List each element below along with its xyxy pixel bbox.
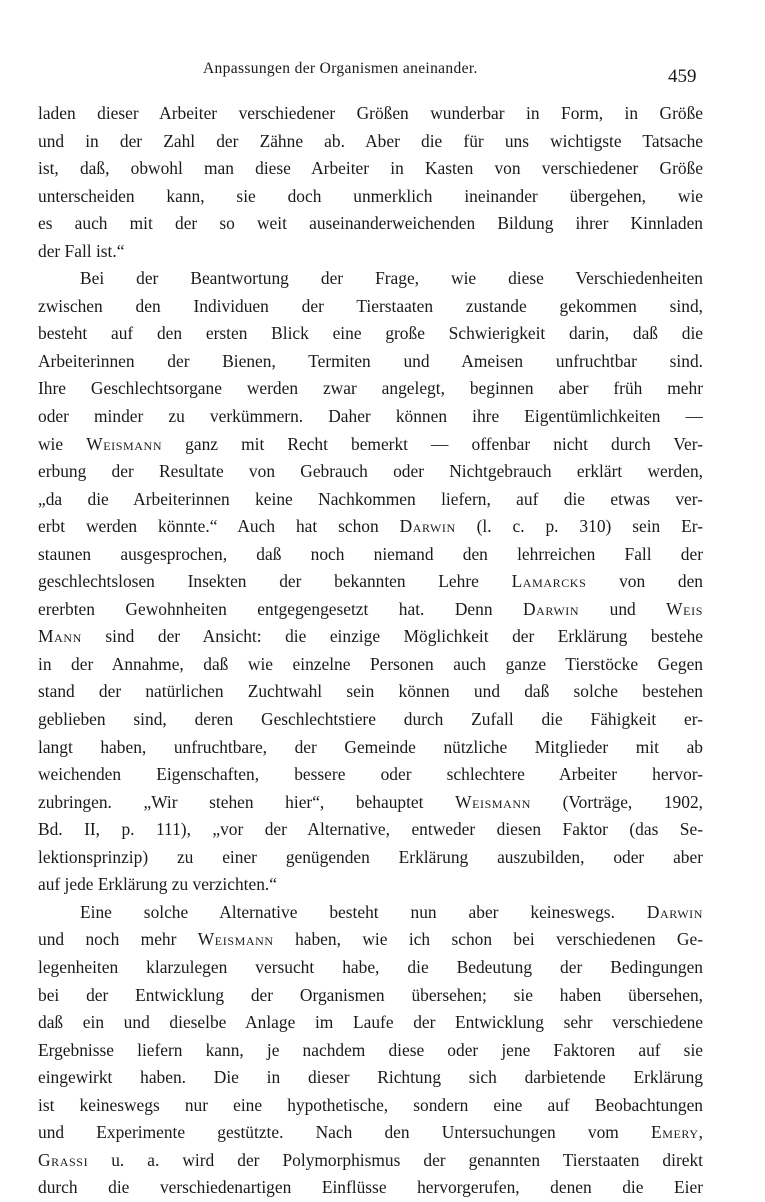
text-line: lektionsprinzip) zu einer genügenden Erklärung auszubilden, oder aber — [38, 846, 703, 867]
text-line: zubringen. „Wir stehen hier“, behauptet Weismann (Vorträge, 1902, — [38, 791, 703, 812]
text-line: Ihre Geschlechtsorgane werden zwar angelegt, beginnen aber früh mehr — [38, 378, 703, 399]
text-line: langt haben, unfruchtbare, der Gemeinde nützliche Mitglieder mit ab — [38, 736, 703, 757]
text-line: und in der Zahl der Zähne ab. Aber die für uns wichtigste Tatsache — [38, 130, 703, 151]
running-header — [0, 60, 765, 90]
text-line: oder minder zu verkümmern. Daher können ihre Eigentümlichkeiten — — [38, 406, 703, 427]
text-line: Eine solche Alternative besteht nun aber keineswegs. Darwin — [80, 901, 703, 922]
text-line: der Fall ist.“ — [38, 240, 125, 261]
text-line: Ergebnisse liefern kann, je nachdem diese oder jene Faktoren auf sie — [38, 1039, 703, 1060]
text-line: ist keineswegs nur eine hypothetische, sondern eine auf Beobachtungen — [38, 1094, 703, 1115]
text-line: ist, daß, obwohl man diese Arbeiter in Kasten von verschiedener Größe — [38, 158, 703, 179]
text-line: daß ein und dieselbe Anlage im Laufe der Entwicklung sehr verschiedene — [38, 1012, 703, 1033]
text-line: staunen ausgesprochen, daß noch niemand den lehrreichen Fall der — [38, 543, 703, 564]
text-line: und noch mehr Weismann haben, wie ich schon bei verschiedenen Ge- — [38, 929, 703, 950]
text-line: weichenden Eigenschaften, bessere oder schlechtere Arbeiter hervor- — [38, 764, 703, 785]
text-line: eingewirkt haben. Die in dieser Richtung sich darbietende Erklärung — [38, 1067, 703, 1088]
text-line: bei der Entwicklung der Organismen übersehen; sie haben übersehen, — [38, 984, 703, 1005]
text-line: stand der natürlichen Zuchtwahl sein können und daß solche bestehen — [38, 681, 703, 702]
text-line: zwischen den Individuen der Tierstaaten zustande gekommen sind, — [38, 295, 703, 316]
text-line: und Experimente gestützte. Nach den Untersuchungen vom Emery, — [38, 1122, 703, 1143]
text-line: in der Annahme, daß wie einzelne Personen auch ganze Tierstöcke Gegen — [38, 653, 703, 674]
text-line: ererbten Gewohnheiten entgegengesetzt hat. Denn Darwin und Weis — [38, 598, 703, 619]
text-line: geblieben sind, deren Geschlechtstiere durch Zufall die Fähigkeit er- — [38, 709, 703, 730]
text-line: Grassi u. a. wird der Polymorphismus der genannten Tierstaaten direkt — [38, 1149, 703, 1170]
running-title: Anpassungen der Organismen aneinander. — [203, 60, 478, 77]
text-line: Arbeiterinnen der Bienen, Termiten und Ameisen unfruchtbar sind. — [38, 350, 703, 371]
text-line: es auch mit der so weit auseinanderweichenden Bildung ihrer Kinnladen — [38, 213, 703, 234]
page-number: 459 — [668, 66, 697, 87]
text-line: auf jede Erklärung zu verzichten.“ — [38, 874, 277, 895]
text-line: unterscheiden kann, sie doch unmerklich ineinander übergehen, wie — [38, 185, 703, 206]
text-line: wie Weismann ganz mit Recht bemerkt — offenbar nicht durch Ver- — [38, 433, 703, 454]
text-line: durch die verschiedenartigen Einflüsse hervorgerufen, denen die Eier — [38, 1177, 703, 1198]
text-line: „da die Arbeiterinnen keine Nachkommen liefern, auf die etwas ver- — [38, 488, 703, 509]
body-text — [38, 100, 703, 1202]
text-line: Mann sind der Ansicht: die einzige Möglichkeit der Erklärung bestehe — [38, 626, 703, 647]
text-line: Bei der Beantwortung der Frage, wie diese Verschiedenheiten — [80, 268, 703, 289]
text-line: erbung der Resultate von Gebrauch oder Nichtgebrauch erklärt werden, — [38, 461, 703, 482]
text-line: legenheiten klarzulegen versucht habe, die Bedeutung der Bedingungen — [38, 956, 703, 977]
text-line: laden dieser Arbeiter verschiedener Größen wunderbar in Form, in Größe — [38, 103, 703, 123]
text-line: besteht auf den ersten Blick eine große Schwierigkeit darin, daß die — [38, 323, 703, 344]
text-line: erbt werden könnte.“ Auch hat schon Darwin (l. c. p. 310) sein Er- — [38, 516, 703, 537]
text-line: Bd. II, p. 111), „vor der Alternative, entweder diesen Faktor (das Se- — [38, 819, 703, 840]
text-line: geschlechtslosen Insekten der bekannten Lehre Lamarcks von den — [38, 571, 703, 592]
